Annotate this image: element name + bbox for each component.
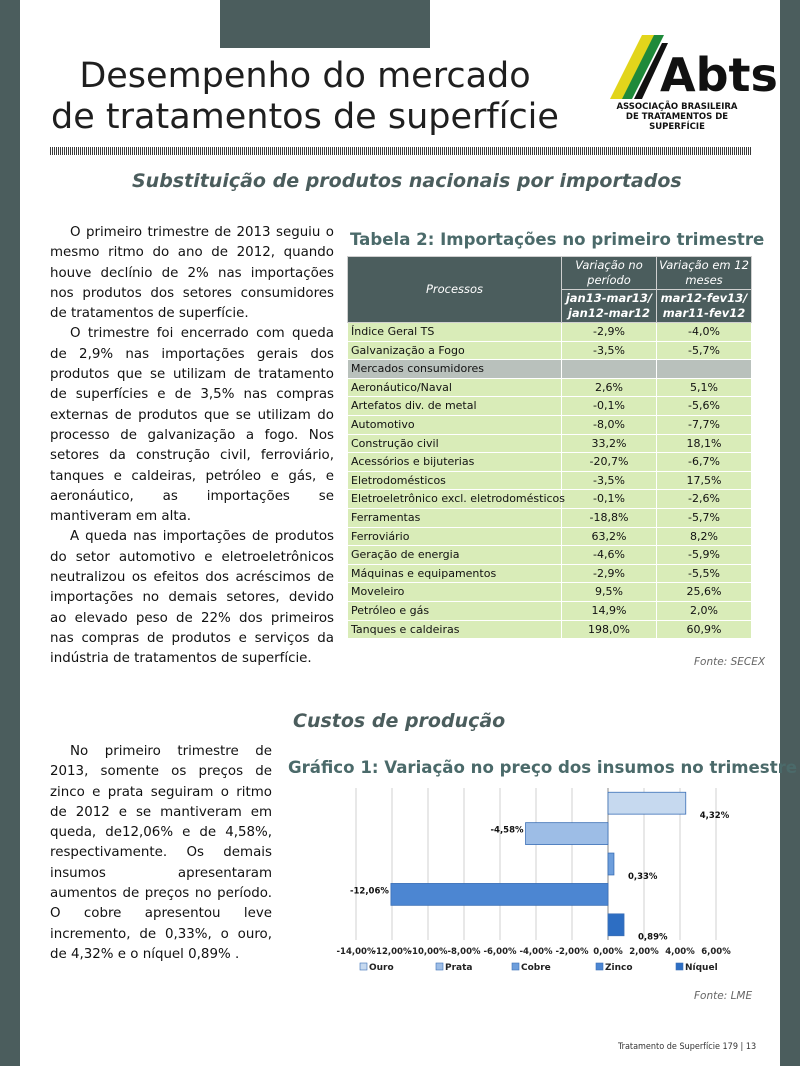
legend-label: Cobre	[521, 963, 551, 973]
costs-paragraph: No primeiro trimestre de 2013, somente os preços de zinco e prata seguiram o ritmo de 2012 e se mantiveram em queda, de12,06% e de 4,58%, respectivamente. Os demais insumos apresentaram aumentos de preços no período. O cobre apresentou leve incremento, de 0,33%, o ouro, de 4,32% e o níquel 0,89% .	[50, 744, 272, 962]
table-cell-process: Máquinas e equipamentos	[348, 564, 562, 583]
x-tick-label: 4,00%	[665, 947, 695, 957]
table-cell-process: Construção civil	[348, 434, 562, 453]
x-tick-label: -14,00%	[336, 947, 376, 957]
top-tab	[220, 0, 430, 48]
table-row	[348, 341, 752, 360]
table-cell-12months: -5,7%	[657, 341, 752, 360]
bar-prata	[526, 823, 608, 845]
table-row	[348, 620, 752, 639]
legend-label: Ouro	[369, 963, 394, 973]
table-cell-period: -2,9%	[562, 564, 657, 583]
table-cell-process: Índice Geral TS	[348, 323, 562, 342]
legend-swatch	[360, 963, 367, 970]
imports-paragraph-1: O primeiro trimestre de 2013 seguiu o mesmo ritmo do ano de 2012, quando houve declínio de 2% nas importações nos produtos dos setores consumidores de tratamentos de superfície.	[50, 225, 334, 322]
legend-swatch	[436, 963, 443, 970]
page-title-line2: de tratamentos de superfície	[51, 97, 559, 137]
table-cell-12months: 5,1%	[657, 378, 752, 397]
data-label: -4,58%	[490, 825, 524, 836]
table-cell-period: -0,1%	[562, 397, 657, 416]
table-row	[348, 546, 752, 565]
data-label: 0,33%	[627, 871, 658, 882]
legend-label: Prata	[445, 963, 473, 973]
section-title-costs: Custos de produção	[293, 710, 506, 732]
bar-ouro	[608, 792, 686, 814]
table-cell-process: Mercados consumidores	[348, 360, 562, 379]
x-tick-label: 2,00%	[629, 947, 659, 957]
table-source: Fonte: SECEX	[694, 656, 766, 668]
bar-zinco	[391, 883, 608, 905]
x-tick-label: -6,00%	[483, 947, 517, 957]
legend-swatch	[512, 963, 519, 970]
data-label: 0,89%	[638, 932, 668, 943]
table-title: Tabela 2: Importações no primeiro trimestre	[350, 230, 765, 249]
x-tick-label: -12,00%	[372, 947, 412, 957]
table-header-processos: Processos	[348, 257, 562, 323]
page	[20, 0, 798, 1066]
table-cell-12months: 25,6%	[657, 583, 752, 602]
x-tick-label: 0,00%	[593, 947, 623, 957]
x-tick-label: -8,00%	[447, 947, 481, 957]
table-cell-12months: -5,7%	[657, 508, 752, 527]
section-title-imports: Substituição de produtos nacionais por importados	[132, 170, 682, 192]
table-cell-period: -0,1%	[562, 490, 657, 509]
logo-subtitle	[602, 102, 752, 132]
table-cell-12months: -5,9%	[657, 546, 752, 565]
table-cell-12months: 2,0%	[657, 601, 752, 620]
table-cell-period: -4,6%	[562, 546, 657, 565]
table-cell-period: 2,6%	[562, 378, 657, 397]
imports-paragraph-2: O trimestre foi encerrado com queda de 2,9% nas importações gerais dos produtos que se utilizam de tratamento de superfícies e de 3,5% nas compras externas de produtos que se utilizam do processo de galvanização a fogo. Nos setores da construção civil, ferroviário, tanques e caldeiras, petróleo e gás, e aeronáutico, as importações se mantiveram em alta.	[50, 326, 334, 525]
table-cell-process: Ferramentas	[348, 508, 562, 527]
legend-label: Zinco	[605, 963, 633, 973]
bar-níquel	[608, 914, 624, 936]
table-cell-12months: 60,9%	[657, 620, 752, 639]
logo-subtitle-line2: DE TRATAMENTOS DE SUPERFÍCIE	[625, 112, 729, 132]
table-row	[348, 490, 752, 509]
table-row	[348, 583, 752, 602]
page-title-line1: Desempenho do mercado	[79, 56, 531, 96]
table-row	[348, 360, 752, 379]
x-tick-label: 6,00%	[701, 947, 731, 957]
imports-table	[347, 256, 752, 639]
table-subheader-period: jan13-mar13/ jan12-mar12	[562, 290, 657, 323]
table-row	[348, 471, 752, 490]
x-tick-label: -10,00%	[408, 947, 448, 957]
table-row	[348, 508, 752, 527]
table-cell-12months	[657, 360, 752, 379]
table-subheader-12months: mar12-fev13/ mar11-fev12	[657, 290, 752, 323]
table-row	[348, 378, 752, 397]
table-cell-process: Petróleo e gás	[348, 601, 562, 620]
legend-swatch	[676, 963, 683, 970]
table-row	[348, 434, 752, 453]
table-cell-period: -3,5%	[562, 471, 657, 490]
page-title	[20, 56, 590, 138]
table-row	[348, 453, 752, 472]
table-cell-12months: -5,5%	[657, 564, 752, 583]
logo-subtitle-line1: ASSOCIAÇÃO BRASILEIRA	[616, 102, 738, 112]
table-header-period: Variação no período	[562, 257, 657, 290]
table-cell-process: Eletrodomésticos	[348, 471, 562, 490]
table-cell-period: 9,5%	[562, 583, 657, 602]
table-cell-process: Automotivo	[348, 415, 562, 434]
table-row	[348, 415, 752, 434]
table-cell-period: 63,2%	[562, 527, 657, 546]
table-cell-12months: 18,1%	[657, 434, 752, 453]
table-row	[348, 601, 752, 620]
table-cell-process: Eletroeletrônico excl. eletrodomésticos	[348, 490, 562, 509]
costs-text	[50, 742, 272, 965]
chart-title: Gráfico 1: Variação no preço dos insumos no trimestre	[288, 758, 798, 777]
table-cell-12months: -7,7%	[657, 415, 752, 434]
imports-paragraph-3: A queda nas importações de produtos do setor automotivo e eletroeletrônicos neutralizou os efeitos dos acréscimos de importações no demais setores, devido ao elevado peso de 22% dos primeiros nas compras de produtos e serviços da indústria de tratamentos de superfície.	[50, 529, 334, 667]
table-cell-period	[562, 360, 657, 379]
table-row	[348, 527, 752, 546]
bar-cobre	[608, 853, 614, 875]
price-variation-chart	[300, 780, 750, 990]
table-cell-period: 14,9%	[562, 601, 657, 620]
table-cell-12months: -5,6%	[657, 397, 752, 416]
table-cell-process: Artefatos div. de metal	[348, 397, 562, 416]
table-cell-period: -8,0%	[562, 415, 657, 434]
data-label: -12,06%	[349, 886, 389, 897]
table-cell-12months: -4,0%	[657, 323, 752, 342]
chart-source: Fonte: LME	[694, 990, 753, 1002]
table-cell-period: 198,0%	[562, 620, 657, 639]
table-cell-12months: -6,7%	[657, 453, 752, 472]
table-cell-process: Galvanização a Fogo	[348, 341, 562, 360]
table-cell-period: -2,9%	[562, 323, 657, 342]
imports-text	[50, 223, 334, 670]
table-row	[348, 564, 752, 583]
legend-label: Níquel	[685, 963, 718, 973]
table-cell-period: -18,8%	[562, 508, 657, 527]
table-cell-period: -3,5%	[562, 341, 657, 360]
table-cell-12months: -2,6%	[657, 490, 752, 509]
table-cell-process: Acessórios e bijuterias	[348, 453, 562, 472]
table-cell-period: -20,7%	[562, 453, 657, 472]
x-tick-label: -2,00%	[555, 947, 589, 957]
logo-text: Abts	[660, 48, 778, 102]
table-cell-process: Aeronáutico/Naval	[348, 378, 562, 397]
table-cell-12months: 8,2%	[657, 527, 752, 546]
legend-swatch	[596, 963, 603, 970]
table-cell-process: Geração de energia	[348, 546, 562, 565]
table-cell-period: 33,2%	[562, 434, 657, 453]
table-cell-process: Moveleiro	[348, 583, 562, 602]
table-header-12months: Variação em 12 meses	[657, 257, 752, 290]
table-row	[348, 323, 752, 342]
table-body	[348, 323, 752, 639]
data-label: 4,32%	[699, 811, 730, 822]
page-footer: Tratamento de Superfície 179 | 13	[618, 1042, 757, 1052]
table-row	[348, 397, 752, 416]
separator	[50, 147, 752, 155]
table-cell-process: Tanques e caldeiras	[348, 620, 562, 639]
x-tick-label: -4,00%	[519, 947, 553, 957]
table-cell-12months: 17,5%	[657, 471, 752, 490]
table-cell-process: Ferroviário	[348, 527, 562, 546]
